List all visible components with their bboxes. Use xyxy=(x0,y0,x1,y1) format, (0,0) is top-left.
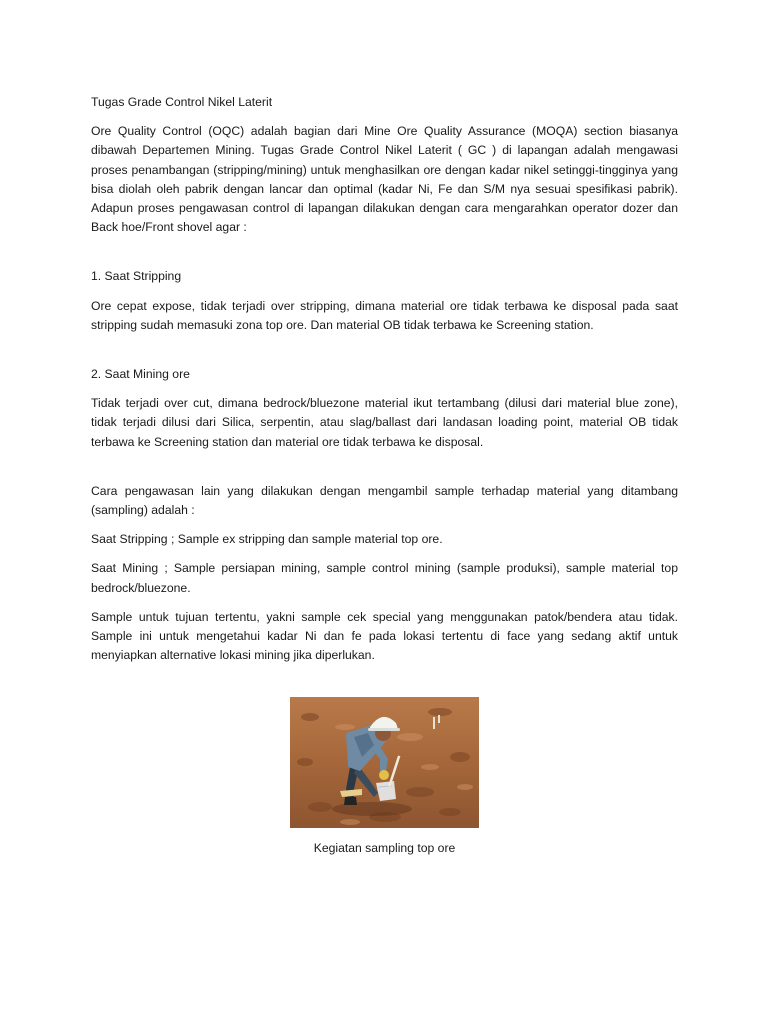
document-body xyxy=(91,93,678,675)
section-heading-mining: 2. Saat Mining ore xyxy=(91,367,190,382)
sampling-mining-paragraph: Saat Mining ; Sample persiapan mining, sample control mining (sample produksi), sample material top bedrock/bluezone. xyxy=(91,561,678,595)
document-title: Tugas Grade Control Nikel Laterit xyxy=(91,95,273,109)
sampling-special-paragraph: Sample untuk tujuan tertentu, yakni sample cek special yang menggunakan patok/bendera atau tidak. Sample ini untuk mengetahui kadar Ni dan fe pada lokasi tertentu di face yang sedang aktif untuk menyiapkan alternative lokasi mining jika diperlukan. xyxy=(91,609,678,663)
sampling-stripping-paragraph: Saat Stripping ; Sample ex stripping dan sample material top ore. xyxy=(91,532,443,547)
section-text-stripping: Ore cepat expose, tidak terjadi over stripping, dimana material ore tidak terbawa ke disposal pada saat stripping sudah memasuki zona top ore. Dan material OB tidak terbawa ke Screening station. xyxy=(91,298,678,332)
figure-caption: Kegiatan sampling top ore xyxy=(313,841,456,855)
sampling-intro-paragraph: Cara pengawasan lain yang dilakukan dengan mengambil sample terhadap material yang ditambang (sampling) adalah : xyxy=(91,483,678,518)
section-heading-stripping: 1. Saat Stripping xyxy=(91,269,182,284)
sampling-photo xyxy=(290,697,479,828)
intro-paragraph: Ore Quality Control (OQC) adalah bagian dari Mine Ore Quality Assurance (MOQA) section biasanya dibawah Departemen Mining. Tugas Grade Control Nikel Laterit ( GC ) di lapangan adalah mengawasi proses penambangan (stripping/mining) untuk menghasilkan ore dengan kadar nikel setinggi-tingginya yang bisa diolah oleh pabrik dengan lancar dan optimal (kadar Ni, Fe dan S/M nya sesuai spesifikasi pabrik). Adapun proses pengawasan control di lapangan dilakukan dengan cara mengarahkan operator dozer dan Back hoe/Front shovel agar : xyxy=(91,124,678,235)
section-text-mining: Tidak terjadi over cut, dimana bedrock/bluezone material ikut tertambang (dilusi dari material blue zone), tidak terjadi dilusi dari Silica, serpentin, atau slag/ballast dari landasan loading point, material OB tidak terbawa ke Screening station dan material ore tidak terbawa ke disposal. xyxy=(91,396,678,449)
sampling-photo-illustration xyxy=(290,697,479,828)
